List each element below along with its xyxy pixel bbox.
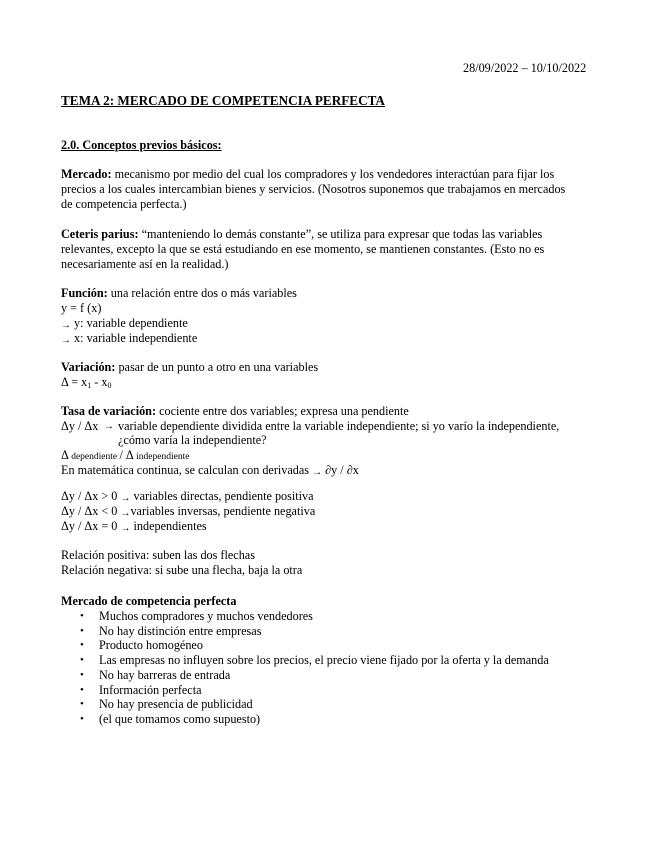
arrow-right-icon: → — [104, 421, 114, 432]
variacion-equation — [61, 375, 111, 393]
variacion-eq-a: Δ = x — [61, 375, 88, 389]
list-item-text: No hay presencia de publicidad — [99, 697, 253, 711]
bullet-icon: • — [80, 713, 84, 725]
variacion-line-1 — [61, 360, 318, 375]
ceteris-line-3: necesariamente así en la realidad.) — [61, 257, 229, 271]
tasa-desc-1: variable dependiente dividida entre la variable independiente; si yo varío la independiente, — [118, 419, 560, 433]
list-item-text: No hay distinción entre empresas — [99, 624, 262, 638]
mercado-term: Mercado: — [61, 167, 112, 181]
tasa-term: Tasa de variación: — [61, 404, 157, 418]
ceteris-text-1: “manteniendo lo demás constante”, se utiliza para expresar que todas las variables — [138, 227, 543, 241]
list-item-text: Las empresas no influyen sobre los precios, el precio viene fijado por la oferta y la demanda — [99, 653, 549, 667]
mercado-line-1 — [61, 167, 554, 182]
variacion-term: Variación: — [61, 360, 116, 374]
list-item-text: Muchos compradores y muchos vendedores — [99, 609, 313, 623]
tasa-indep-label: independiente — [133, 452, 190, 462]
funcion-x-text: x: variable independiente — [71, 331, 198, 345]
variacion-sub-1: 1 — [87, 381, 92, 390]
tasa-text-1: cociente entre dos variables; expresa una pendiente — [156, 404, 409, 418]
arrow-right-icon: → — [61, 320, 71, 331]
tasa-rule-zero — [61, 519, 207, 536]
funcion-line-1 — [61, 286, 297, 301]
relacion-negativa: Relación negativa: si sube una flecha, baja la otra — [61, 563, 303, 577]
tasa-dy-dx: Δy / Δx — [61, 419, 99, 433]
rule-3-cond: Δy / Δx = 0 — [61, 519, 118, 533]
list-item-text: No hay barreras de entrada — [99, 668, 231, 682]
rule-3-desc: independientes — [133, 519, 207, 533]
mercado-line-2: precios a los cuales intercambian bienes y servicios. (Nosotros suponemos que trabajamos en mercados — [61, 182, 566, 196]
variacion-sub-0: 0 — [107, 381, 112, 390]
tasa-derivada: ∂y / ∂x — [325, 463, 359, 477]
rule-2-cond: Δy / Δx < 0 — [61, 504, 118, 518]
delta-symbol: Δ — [61, 448, 69, 462]
page-title: TEMA 2: MERCADO DE COMPETENCIA PERFECTA — [61, 93, 385, 108]
tasa-mat-text: En matemática continua, se calculan con derivadas — [61, 463, 310, 477]
mercado-text-1: mecanismo por medio del cual los compradores y los vendedores interactúan para fijar los — [111, 167, 555, 181]
variacion-eq-b: - x — [91, 375, 108, 389]
bullet-icon: • — [80, 639, 84, 651]
bullet-icon: • — [80, 669, 84, 681]
arrow-right-icon: → — [120, 493, 131, 504]
tasa-desc-2: ¿cómo varía la independiente? — [118, 433, 267, 447]
bullet-icon: • — [80, 625, 84, 637]
rule-1-desc: variables directas, pendiente positiva — [133, 489, 314, 503]
list-item-text: Producto homogéneo — [99, 638, 203, 652]
date-range: 28/09/2022 – 10/10/2022 — [463, 61, 587, 75]
funcion-y-text: y: variable dependiente — [71, 316, 188, 330]
tasa-dep-label: dependiente — [68, 452, 120, 462]
funcion-text-1: una relación entre dos o más variables — [107, 286, 297, 300]
tasa-matematica-line — [61, 463, 359, 480]
variacion-text-1: pasar de un punto a otro en una variables — [115, 360, 319, 374]
tasa-line-1 — [61, 404, 409, 419]
list-item-text: Información perfecta — [99, 683, 202, 697]
arrow-right-icon: → — [120, 508, 131, 519]
funcion-equation: y = f (x) — [61, 301, 102, 315]
relacion-positiva: Relación positiva: suben las dos flechas — [61, 548, 255, 562]
tasa-slash: / Δ — [119, 448, 134, 462]
list-item-text: (el que tomamos como supuesto) — [99, 712, 261, 726]
ceteris-line-1 — [61, 227, 542, 242]
funcion-term: Función: — [61, 286, 108, 300]
rule-2-desc: variables inversas, pendiente negativa — [130, 504, 316, 518]
arrow-right-icon: → — [61, 335, 71, 346]
ceteris-line-2: relevantes, excepto la que se está estudiando en ese momento, se mantienen constantes. (Esto no es — [61, 242, 545, 256]
bullet-icon: • — [80, 698, 84, 710]
mcp-heading: Mercado de competencia perfecta — [61, 594, 237, 608]
arrow-right-icon: → — [120, 523, 131, 534]
ceteris-term: Ceteris parius: — [61, 227, 139, 241]
section-heading: 2.0. Conceptos previos básicos: — [61, 138, 222, 152]
rule-1-cond: Δy / Δx > 0 — [61, 489, 118, 503]
funcion-x-line — [61, 331, 197, 348]
bullet-icon: • — [80, 654, 84, 666]
arrow-right-icon: → — [312, 467, 323, 478]
bullet-icon: • — [80, 610, 84, 622]
mercado-line-3: de competencia perfecta.) — [61, 197, 187, 211]
bullet-icon: • — [80, 684, 84, 696]
